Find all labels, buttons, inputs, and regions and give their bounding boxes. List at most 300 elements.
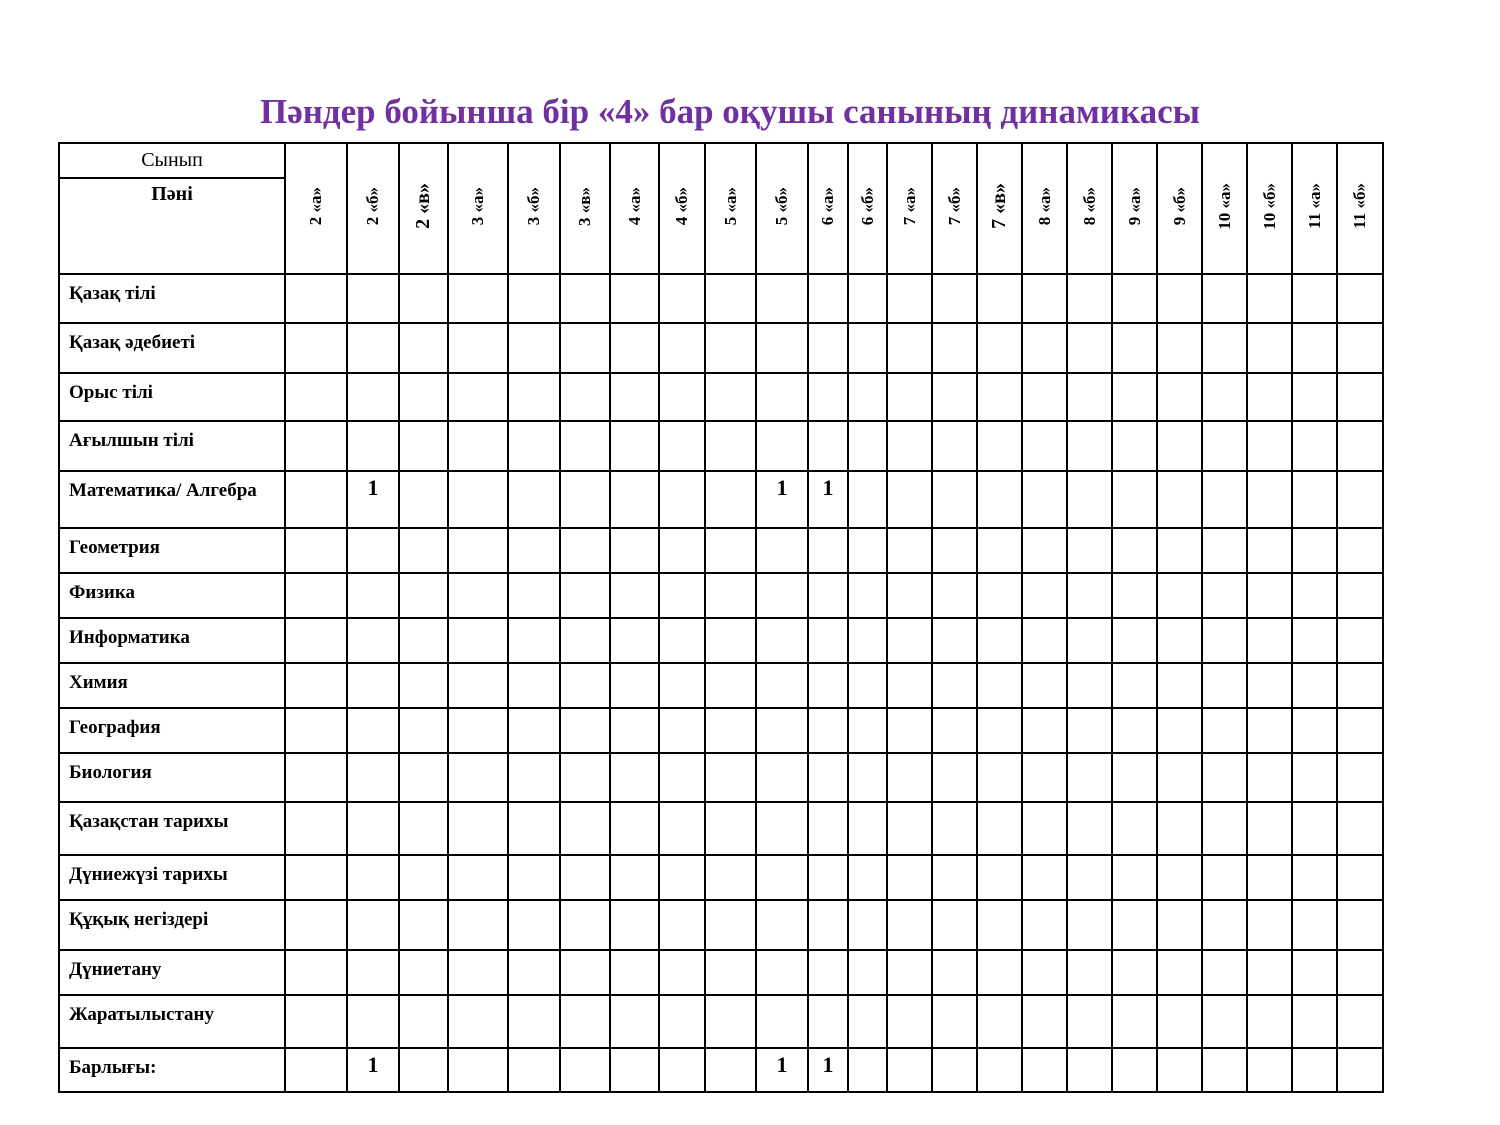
table-cell <box>1157 421 1202 471</box>
table-row <box>59 708 1383 753</box>
table-cell <box>1067 1048 1112 1092</box>
table-cell <box>977 618 1022 663</box>
table-cell <box>932 421 977 471</box>
table-cell <box>560 618 610 663</box>
subject-name: Дүниетану <box>59 950 285 995</box>
table-cell <box>1157 995 1202 1048</box>
table-cell <box>659 471 705 528</box>
table-cell <box>977 855 1022 900</box>
table-cell: 1 <box>808 471 848 528</box>
table-cell <box>1247 900 1292 950</box>
table-cell <box>610 618 659 663</box>
table-cell <box>659 421 705 471</box>
table-cell <box>1202 708 1247 753</box>
table-cell <box>756 900 808 950</box>
table-cell <box>1157 950 1202 995</box>
table-cell <box>1022 274 1067 323</box>
table-cell <box>1067 753 1112 802</box>
table-cell <box>848 708 887 753</box>
table-cell <box>1247 528 1292 573</box>
subject-name: Жаратылыстану <box>59 995 285 1048</box>
table-cell <box>508 323 560 373</box>
table-cell <box>347 373 399 421</box>
table-cell <box>508 373 560 421</box>
class-label: 3 «б» <box>524 186 543 226</box>
table-cell <box>848 995 887 1048</box>
table-cell <box>1292 950 1337 995</box>
table-cell <box>756 708 808 753</box>
table-row <box>59 373 1383 421</box>
class-column-header <box>887 143 932 274</box>
table-cell <box>1292 1048 1337 1092</box>
table-cell <box>508 618 560 663</box>
table-row <box>59 995 1383 1048</box>
class-column-header <box>848 143 887 274</box>
table-cell <box>1247 274 1292 323</box>
table-cell <box>347 950 399 995</box>
table-row <box>59 950 1383 995</box>
table-cell <box>659 900 705 950</box>
class-label: 3 «а» <box>468 186 487 226</box>
table-cell <box>1292 618 1337 663</box>
table-cell <box>1022 753 1067 802</box>
table-cell <box>347 900 399 950</box>
table-cell <box>659 995 705 1048</box>
table-cell <box>977 708 1022 753</box>
table-cell <box>705 753 756 802</box>
table-cell <box>932 995 977 1048</box>
table-cell <box>560 323 610 373</box>
table-cell <box>399 373 448 421</box>
class-label: 8 «а» <box>1034 186 1054 226</box>
table-cell <box>1112 274 1157 323</box>
table-cell <box>756 950 808 995</box>
table-cell <box>932 573 977 618</box>
table-cell <box>1112 373 1157 421</box>
table-cell <box>808 995 848 1048</box>
table-cell <box>1292 995 1337 1048</box>
table-cell <box>285 573 347 618</box>
table-cell <box>399 618 448 663</box>
table-cell <box>1247 573 1292 618</box>
table-cell <box>1337 950 1383 995</box>
class-label: 6 «а» <box>818 186 837 226</box>
table-cell <box>1202 573 1247 618</box>
subject-header-label: Пәні <box>59 178 285 274</box>
table-cell <box>1067 708 1112 753</box>
table-cell <box>610 573 659 618</box>
table-cell <box>705 573 756 618</box>
table-cell <box>932 274 977 323</box>
table-cell <box>1157 663 1202 708</box>
table-cell <box>1157 900 1202 950</box>
table-cell <box>1112 323 1157 373</box>
table-cell <box>1157 274 1202 323</box>
table-cell <box>1067 323 1112 373</box>
table-cell <box>659 855 705 900</box>
table-cell <box>1292 753 1337 802</box>
table-cell <box>399 708 448 753</box>
table-cell <box>1202 855 1247 900</box>
table-row <box>59 274 1383 323</box>
table-cell <box>1292 708 1337 753</box>
table-cell <box>1202 618 1247 663</box>
subject-name: Қазақстан тарихы <box>59 802 285 855</box>
table-cell <box>659 373 705 421</box>
table-cell <box>1337 900 1383 950</box>
table-cell <box>285 323 347 373</box>
table-cell <box>1247 855 1292 900</box>
table-cell <box>610 323 659 373</box>
table-cell <box>1022 663 1067 708</box>
table-cell <box>610 753 659 802</box>
table-cell <box>1292 663 1337 708</box>
table-cell <box>659 573 705 618</box>
class-label: 5 «б» <box>772 186 791 226</box>
table-cell <box>610 274 659 323</box>
table-cell <box>560 802 610 855</box>
table-cell <box>977 573 1022 618</box>
subject-name: Құқық негіздері <box>59 900 285 950</box>
table-cell <box>285 753 347 802</box>
table-cell <box>399 995 448 1048</box>
table-cell <box>285 995 347 1048</box>
table-cell <box>887 528 932 573</box>
table-cell <box>1337 995 1383 1048</box>
table-cell <box>1022 471 1067 528</box>
class-label: 2 «б» <box>363 186 382 226</box>
class-label: 7 «б» <box>944 186 964 226</box>
class-column-header <box>347 143 399 274</box>
class-column-header <box>932 143 977 274</box>
table-cell <box>285 274 347 323</box>
table-cell <box>610 528 659 573</box>
class-column-header <box>1157 143 1202 274</box>
table-cell <box>1292 528 1337 573</box>
table-cell <box>808 855 848 900</box>
subject-name: Информатика <box>59 618 285 663</box>
table-cell <box>705 274 756 323</box>
table-cell <box>977 323 1022 373</box>
table-cell <box>1337 323 1383 373</box>
subject-name: Барлығы: <box>59 1048 285 1092</box>
table-cell <box>1112 855 1157 900</box>
table-row <box>59 323 1383 373</box>
class-label: 9 «б» <box>1169 186 1189 226</box>
table-cell <box>560 753 610 802</box>
table-cell <box>508 528 560 573</box>
subject-name: Математика/ Алгебра <box>59 471 285 528</box>
table-cell <box>932 1048 977 1092</box>
table-cell <box>610 421 659 471</box>
subject-name: Химия <box>59 663 285 708</box>
class-label: 10 «б» <box>1259 182 1279 230</box>
table-cell <box>1112 1048 1157 1092</box>
table-cell <box>448 802 508 855</box>
table-cell <box>1337 753 1383 802</box>
table-cell <box>1292 373 1337 421</box>
page-title: Пәндер бойынша бір «4» бар оқушы санының динамикасы <box>260 92 1200 131</box>
subject-name: Биология <box>59 753 285 802</box>
table-cell <box>560 1048 610 1092</box>
table-cell <box>347 663 399 708</box>
class-column-header <box>285 143 347 274</box>
table-cell <box>659 528 705 573</box>
table-cell <box>659 950 705 995</box>
table-cell <box>1337 802 1383 855</box>
table-cell <box>977 900 1022 950</box>
table-cell <box>1202 373 1247 421</box>
table-cell <box>1157 802 1202 855</box>
table-cell <box>977 753 1022 802</box>
table-cell <box>1292 421 1337 471</box>
table-cell <box>399 421 448 471</box>
table-cell <box>1067 663 1112 708</box>
table-cell <box>399 528 448 573</box>
table-cell <box>1022 1048 1067 1092</box>
table-cell <box>1202 323 1247 373</box>
class-label: 5 «а» <box>720 186 740 226</box>
table-row <box>59 421 1383 471</box>
table-cell <box>887 373 932 421</box>
table-cell <box>705 950 756 995</box>
table-cell <box>508 995 560 1048</box>
class-column-header <box>1202 143 1247 274</box>
table-cell <box>610 950 659 995</box>
table-cell <box>1067 528 1112 573</box>
table-cell <box>887 900 932 950</box>
table-cell <box>610 471 659 528</box>
table-cell <box>285 663 347 708</box>
table-cell <box>1247 323 1292 373</box>
table-cell <box>1022 573 1067 618</box>
table-cell <box>1067 573 1112 618</box>
table-cell <box>848 373 887 421</box>
table-cell <box>887 855 932 900</box>
table-cell <box>399 900 448 950</box>
table-cell <box>1157 573 1202 618</box>
class-column-header <box>659 143 705 274</box>
table-cell <box>887 708 932 753</box>
table-cell <box>508 900 560 950</box>
table-cell <box>756 995 808 1048</box>
table-cell <box>448 323 508 373</box>
table-cell <box>399 753 448 802</box>
table-cell <box>756 573 808 618</box>
table-cell <box>1157 528 1202 573</box>
table-cell <box>808 900 848 950</box>
table-cell <box>1202 1048 1247 1092</box>
table-cell <box>1067 855 1112 900</box>
table-cell <box>808 573 848 618</box>
table-row <box>59 855 1383 900</box>
table-cell <box>1067 900 1112 950</box>
table-cell <box>448 950 508 995</box>
class-column-header <box>808 143 848 274</box>
table-cell <box>347 274 399 323</box>
table-cell <box>560 471 610 528</box>
table-cell <box>932 323 977 373</box>
table-cell <box>1112 663 1157 708</box>
class-label: 2 «в» <box>412 183 434 229</box>
table-cell <box>756 855 808 900</box>
table-cell <box>1112 900 1157 950</box>
subject-name: Қазақ тілі <box>59 274 285 323</box>
table-cell <box>1337 663 1383 708</box>
table-cell <box>1022 995 1067 1048</box>
table-cell <box>610 995 659 1048</box>
table-cell <box>756 323 808 373</box>
table-cell <box>977 528 1022 573</box>
table-cell <box>705 323 756 373</box>
table-cell <box>1337 528 1383 573</box>
table-cell <box>1247 618 1292 663</box>
table-cell <box>659 323 705 373</box>
table-cell <box>1337 618 1383 663</box>
table-cell <box>705 618 756 663</box>
table-cell <box>399 471 448 528</box>
table-cell <box>705 528 756 573</box>
table-cell <box>848 753 887 802</box>
table-cell <box>1157 1048 1202 1092</box>
table-cell <box>448 421 508 471</box>
table-cell <box>848 900 887 950</box>
table-cell <box>508 421 560 471</box>
table-cell <box>1337 274 1383 323</box>
class-column-header <box>977 143 1022 274</box>
table-cell <box>659 708 705 753</box>
table-cell <box>347 618 399 663</box>
table-cell <box>285 528 347 573</box>
table-cell <box>1157 708 1202 753</box>
class-label: 11 «б» <box>1350 183 1369 229</box>
subject-name: Ағылшын тілі <box>59 421 285 471</box>
table-cell <box>1157 855 1202 900</box>
table-cell <box>932 708 977 753</box>
table-cell <box>448 373 508 421</box>
table-cell <box>705 471 756 528</box>
class-column-header <box>1247 143 1292 274</box>
table-cell <box>448 708 508 753</box>
table-cell <box>1022 373 1067 421</box>
table-cell <box>756 274 808 323</box>
table-cell <box>1067 373 1112 421</box>
table-cell <box>659 1048 705 1092</box>
table-cell <box>1247 663 1292 708</box>
class-label: 4 «б» <box>672 186 691 226</box>
table-row <box>59 753 1383 802</box>
table-cell <box>1022 528 1067 573</box>
table-cell <box>399 663 448 708</box>
table-cell <box>1067 274 1112 323</box>
table-cell <box>808 708 848 753</box>
table-cell <box>932 663 977 708</box>
table-row <box>59 802 1383 855</box>
table-cell <box>347 753 399 802</box>
table-cell <box>560 708 610 753</box>
table-cell <box>285 421 347 471</box>
table-cell <box>399 855 448 900</box>
table-row <box>59 528 1383 573</box>
table-cell <box>610 663 659 708</box>
class-label: 6 «б» <box>857 186 877 226</box>
class-label: 3 «в» <box>575 186 594 226</box>
table-cell <box>508 753 560 802</box>
class-label: 9 «а» <box>1124 186 1144 226</box>
table-cell <box>1067 995 1112 1048</box>
table-cell <box>1022 802 1067 855</box>
class-column-header <box>1337 143 1383 274</box>
table-cell <box>1157 373 1202 421</box>
table-cell <box>1202 995 1247 1048</box>
table-cell <box>808 373 848 421</box>
subject-name: География <box>59 708 285 753</box>
table-cell <box>508 855 560 900</box>
class-column-header <box>705 143 756 274</box>
class-column-header <box>560 143 610 274</box>
table-cell <box>1337 421 1383 471</box>
table-cell <box>610 708 659 753</box>
table-cell <box>285 802 347 855</box>
table-row <box>59 573 1383 618</box>
header-row <box>59 143 1383 178</box>
table-cell <box>448 753 508 802</box>
table-cell <box>808 950 848 995</box>
table-cell <box>285 1048 347 1092</box>
table-cell <box>399 802 448 855</box>
table-cell <box>347 802 399 855</box>
class-column-header <box>756 143 808 274</box>
table-cell <box>848 274 887 323</box>
table-cell <box>610 373 659 421</box>
table-cell <box>1202 663 1247 708</box>
table-cell <box>1157 618 1202 663</box>
table-cell <box>887 753 932 802</box>
table-cell <box>659 663 705 708</box>
table-cell <box>1067 950 1112 995</box>
table-cell <box>977 802 1022 855</box>
total-row <box>59 1048 1383 1092</box>
table-cell <box>399 323 448 373</box>
table-cell <box>1202 528 1247 573</box>
table-cell <box>756 421 808 471</box>
subject-name: Қазақ әдебиеті <box>59 323 285 373</box>
table-cell <box>705 421 756 471</box>
table-cell <box>1067 802 1112 855</box>
table-cell <box>1112 573 1157 618</box>
table-cell <box>1247 373 1292 421</box>
table-cell <box>508 708 560 753</box>
table-cell <box>448 528 508 573</box>
table-row <box>59 663 1383 708</box>
table-row <box>59 471 1383 528</box>
table-cell <box>848 950 887 995</box>
table-cell <box>808 421 848 471</box>
table-cell <box>1247 995 1292 1048</box>
table-cell <box>560 995 610 1048</box>
table-cell <box>1337 471 1383 528</box>
table-cell <box>1202 753 1247 802</box>
table-cell <box>659 753 705 802</box>
table-cell <box>932 471 977 528</box>
table-cell <box>610 900 659 950</box>
table-cell <box>1337 373 1383 421</box>
table-cell <box>705 373 756 421</box>
class-column-header <box>610 143 659 274</box>
table-cell <box>560 421 610 471</box>
table-cell <box>705 855 756 900</box>
table-cell <box>932 618 977 663</box>
